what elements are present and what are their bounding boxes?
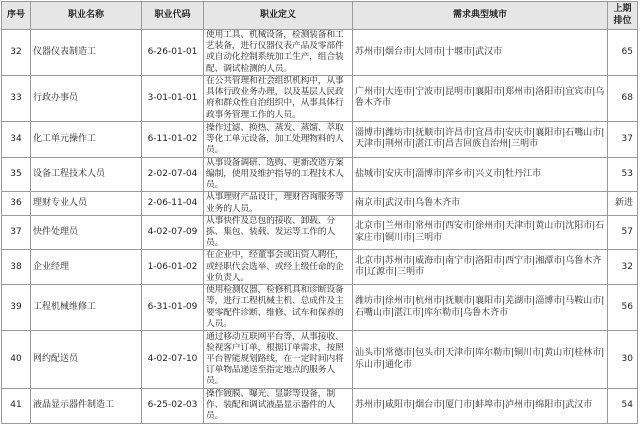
row-name: 液晶显示器件制造工 [31,389,142,424]
row-code: 6-26-01-01 [142,30,204,76]
row-cities: 广州市|大连市|宁波市|昆明市|襄阳市|郑州市|洛阳市|宜宾市|乌鲁木齐市 [353,75,608,121]
table-row [2,250,638,285]
row-name: 化工单元操作工 [31,121,142,157]
row-seq: 34 [2,121,31,157]
row-seq: 32 [2,30,31,76]
row-rank: 30 [608,331,638,389]
row-name: 行政办事员 [31,75,142,121]
table-row [2,157,638,192]
row-definition: 在公共管理和社会组织机构中，从事具体行政业务办理，以及基层人民政府和群众性自治组织中，从事具体行政事务管理工作的人员。 [204,75,353,121]
row-definition: 从事理财产品设计，理财咨询服务等业务的人员。 [204,192,353,215]
row-code: 4-02-07-10 [142,331,204,389]
row-cities: 南京市|武汉市|乌鲁木齐市 [353,192,608,215]
row-rank: 新进 [608,192,638,215]
table-row [2,331,638,389]
table-row [2,215,638,250]
row-definition: 操作过滤、换热、蒸发、蒸馏、萃取等化工单元设备，加工处理物料的人员。 [204,121,353,157]
row-cities: 潍坊市|徐州市|杭州市|抚顺市|襄阳市|芜湖市|淄博市|马鞍山市|石嘴山市|湛江市|库尔勒市|乌鲁木齐市 [353,285,608,331]
row-rank: 57 [608,215,638,250]
row-name: 理财专业人员 [31,192,142,215]
row-seq: 36 [2,192,31,215]
header-seq: 序号 [2,2,31,30]
row-definition: 操作镀膜、曝光、显影等设备，制作、装配和调试液晶显示器件的人员。 [204,389,353,424]
row-code: 1-06-01-02 [142,250,204,285]
row-code: 3-01-01-01 [142,75,204,121]
row-definition: 通过移动互联网平台等，从事接收、验视客户订单，根据订单需求，按照平台智能规划路线，在一定时间内将订单物品递送至指定地点的服务人员。 [204,331,353,389]
row-name: 网约配送员 [31,331,142,389]
row-definition: 从事设备调研、选购、更新改造方案编制，使用及维护指导的工程技术人员。 [204,157,353,192]
row-cities: 苏州市|咸阳市|烟台市|厦门市|蚌埠市|泸州市|绵阳市|武汉市 [353,389,608,424]
row-code: 6-25-02-03 [142,389,204,424]
row-name: 设备工程技术人员 [31,157,142,192]
row-name: 快件处理员 [31,215,142,250]
row-name: 仪器仪表制造工 [31,30,142,76]
row-seq: 37 [2,215,31,250]
row-rank: 53 [608,157,638,192]
row-seq: 39 [2,285,31,331]
occupation-demand-table [1,1,638,424]
row-rank: 56 [608,285,638,331]
row-rank: 37 [608,121,638,157]
row-code: 2-02-07-04 [142,157,204,192]
row-definition: 使用工具、机械设备，检测装备和工艺装备，进行仪器仪表产品及零部件或自动化控制系统加工生产，组合装配、调试检测的人员。 [204,30,353,76]
header-definition: 职业定义 [204,2,353,30]
table-row [2,389,638,424]
row-cities: 淄博市|潍坊市|抚顺市|许昌市|宜昌市|安庆市|襄阳市|石嘴山市|天津市|荆州市|湛江市|昌吉回族自治州|三明市 [353,121,608,157]
row-seq: 33 [2,75,31,121]
row-rank: 54 [608,389,638,424]
row-rank: 65 [608,30,638,76]
row-definition: 使用检测仪器，检修机具和诊断设备等，进行工程机械主机、总成件及主要零配件诊断、维修、试车和保养的人员。 [204,285,353,331]
row-code: 4-02-07-09 [142,215,204,250]
row-code: 2-06-11-04 [142,192,204,215]
row-name: 企业经理 [31,250,142,285]
row-definition: 在企业中，经董事会或出资人聘任，或经职代会选举、或经上级任命的企业负责人。 [204,250,353,285]
table-header-row [2,2,638,30]
row-code: 6-31-01-09 [142,285,204,331]
row-seq: 38 [2,250,31,285]
table-row [2,30,638,76]
header-name: 职业名称 [31,2,142,30]
table-row [2,121,638,157]
table-row [2,285,638,331]
row-seq: 35 [2,157,31,192]
row-seq: 40 [2,331,31,389]
row-cities: 盐城市|安庆市|淄博市|萍乡市|兴义市|牡丹江市 [353,157,608,192]
row-cities: 苏州市|烟台市|大同市|十堰市|武汉市 [353,30,608,76]
row-cities: 北京市|兰州市|常州市|西安市|徐州市|天津市|黄山市|沈阳市|石家庄市|铜川市|三明市 [353,215,608,250]
row-rank: 32 [608,250,638,285]
row-definition: 从事快件及总包的接收、卸载、分拣、集包、装载、发运等工作的人员。 [204,215,353,250]
table-row [2,75,638,121]
header-cities: 需求典型城市 [353,2,608,30]
row-rank: 68 [608,75,638,121]
row-name: 工程机械维修工 [31,285,142,331]
table-row [2,192,638,215]
row-cities: 北京市|苏州市|威海市|南宁市|洛阳市|西宁市|湘潭市|乌鲁木齐市|辽源市|三明市 [353,250,608,285]
row-seq: 41 [2,389,31,424]
row-code: 6-11-01-02 [142,121,204,157]
header-previous-rank: 上期排位 [608,2,638,30]
header-code: 职业代码 [142,2,204,30]
row-cities: 汕头市|常德市|包头市|天津市|库尔勒市|铜川市|黄山市|桂林市|乐山市|通化市 [353,331,608,389]
